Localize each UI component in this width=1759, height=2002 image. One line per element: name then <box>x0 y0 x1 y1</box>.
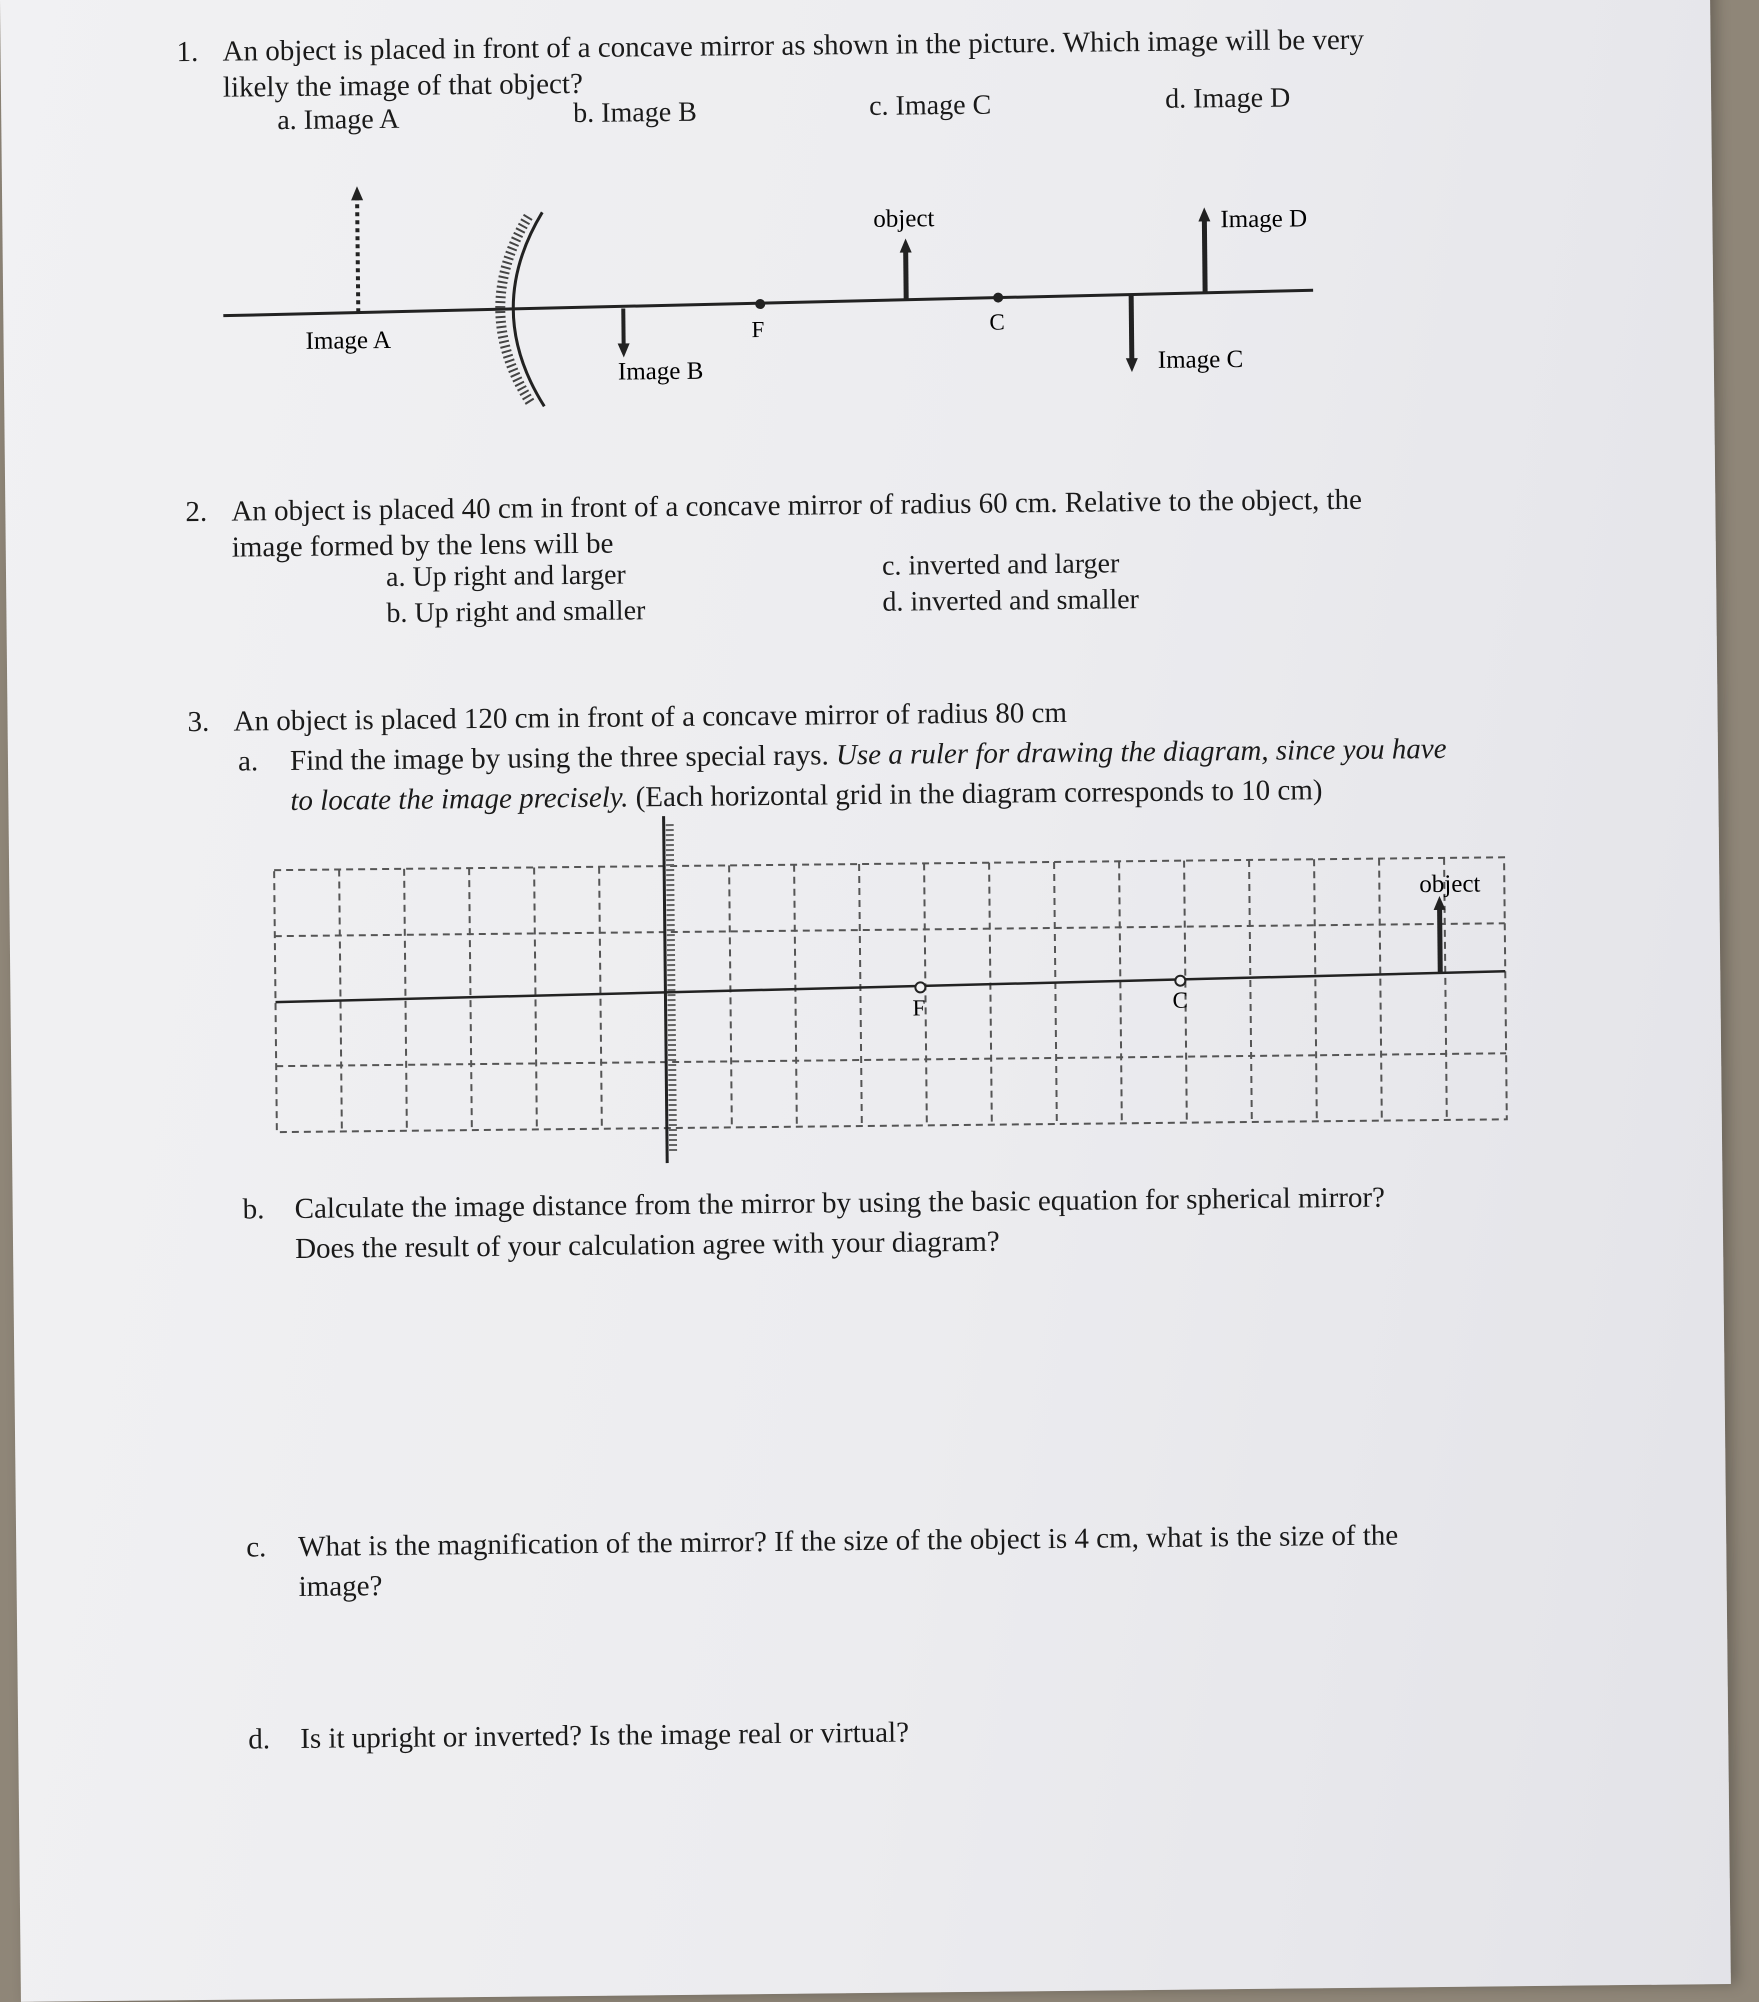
part-label: a. <box>237 745 259 778</box>
question-1 <box>176 20 1537 114</box>
focal-label: F <box>751 317 765 343</box>
grid-diagram-q3 <box>264 799 1528 1172</box>
grid-row-line <box>276 1053 1506 1066</box>
part-3b <box>242 1175 1623 1273</box>
object-arrowhead <box>900 238 912 252</box>
part-text-italic: to locate the image precisely. <box>290 781 629 818</box>
image-d-label: Image D <box>1220 205 1308 234</box>
mirror-diagram-q1 <box>212 166 1345 428</box>
question-2 <box>185 480 1546 574</box>
part-label: d. <box>248 1723 271 1756</box>
image-d-arrowhead <box>1198 207 1210 221</box>
focal-point <box>915 982 925 992</box>
grid-col-line <box>1249 860 1252 1122</box>
choice-d: d. inverted and smaller <box>882 584 1140 618</box>
part-text-italic: Use a ruler for drawing the diagram, since you have <box>835 732 1447 772</box>
part-text-line-1: Is it upright or inverted? Is the image real or virtual? <box>300 1716 910 1755</box>
image-c-arrowhead <box>1126 358 1138 372</box>
image-a-arrow <box>357 198 358 312</box>
object-arrow <box>1440 908 1441 973</box>
question-text-line-1: An object is placed in front of a concave mirror as shown in the picture. Which image will be very <box>222 23 1365 68</box>
part-text-normal: (Each horizontal grid in the diagram corresponds to 10 cm) <box>628 774 1323 814</box>
image-c-arrow <box>1131 294 1132 360</box>
grid-col-line <box>1379 859 1382 1121</box>
object-arrow <box>906 251 907 301</box>
image-a-arrowhead <box>351 186 363 200</box>
question-stem: An object is placed 120 cm in front of a concave mirror of radius 80 cm <box>233 696 1068 738</box>
part-3c <box>246 1513 1627 1611</box>
center-point <box>1175 976 1185 986</box>
choice-a: a. Image A <box>277 103 400 137</box>
mirror-hatching <box>670 824 673 1154</box>
grid-row-line <box>275 923 1505 936</box>
part-text-normal: Find the image by using the three special rays. <box>289 739 837 778</box>
grid-col-line <box>599 867 602 1129</box>
object-label: object <box>1419 870 1481 899</box>
grid-col-line <box>1314 859 1317 1121</box>
choice-c: c. inverted and larger <box>881 548 1120 582</box>
part-text-line-1: Calculate the image distance from the mirror by using the basic equation for spherical mirror? <box>294 1181 1386 1225</box>
question-text-line-1: An object is placed 40 cm in front of a concave mirror of radius 60 cm. Relative to the object, the <box>231 483 1363 528</box>
part-text-line-2: Does the result of your calculation agree with your diagram? <box>294 1225 1000 1265</box>
question-text-line-2: likely the image of that object? <box>222 67 584 104</box>
grid-lines <box>274 857 1507 1132</box>
principal-axis <box>223 290 1313 315</box>
focal-label: F <box>912 995 926 1021</box>
image-d-arrow <box>1204 219 1205 292</box>
part-label: b. <box>242 1193 265 1226</box>
grid-col-line <box>469 868 472 1130</box>
grid-col-line <box>989 863 992 1125</box>
grid-col-line <box>534 867 537 1129</box>
center-label: C <box>1172 987 1189 1013</box>
principal-axis <box>275 971 1505 1002</box>
question-number: 2. <box>185 495 208 529</box>
question-number: 3. <box>187 705 210 739</box>
part-text-line-2: image? <box>298 1570 383 1603</box>
grid-col-line <box>1054 862 1057 1124</box>
image-c-label: Image C <box>1157 346 1244 374</box>
focal-point <box>755 299 765 309</box>
center-label: C <box>989 309 1005 335</box>
choice-a: a. Up right and larger <box>385 559 626 593</box>
center-point <box>993 293 1003 303</box>
grid-col-line <box>729 865 732 1127</box>
question-number: 1. <box>176 35 199 69</box>
question-text-line-2: image formed by the lens will be <box>231 527 614 564</box>
choice-b: b. Up right and smaller <box>386 595 646 629</box>
image-b-arrowhead <box>618 343 630 357</box>
grid-col-line <box>859 864 862 1126</box>
part-3d <box>248 1705 1628 1763</box>
grid-col-line <box>794 865 797 1127</box>
choice-b: b. Image B <box>573 96 698 130</box>
grid-col-line <box>924 863 927 1125</box>
grid-col-line <box>1119 861 1122 1123</box>
image-b-label: Image B <box>617 357 704 386</box>
image-a-label: Image A <box>305 326 392 355</box>
grid-border <box>274 857 1507 1132</box>
part-label: c. <box>246 1531 267 1564</box>
choice-c: c. Image C <box>868 89 992 122</box>
part-text-line-1: What is the magnification of the mirror? If the size of the object is 4 cm, what is the size of the <box>298 1519 1399 1563</box>
object-label: object <box>873 205 935 233</box>
choice-d: d. Image D <box>1164 82 1291 115</box>
concave-mirror <box>664 816 668 1163</box>
